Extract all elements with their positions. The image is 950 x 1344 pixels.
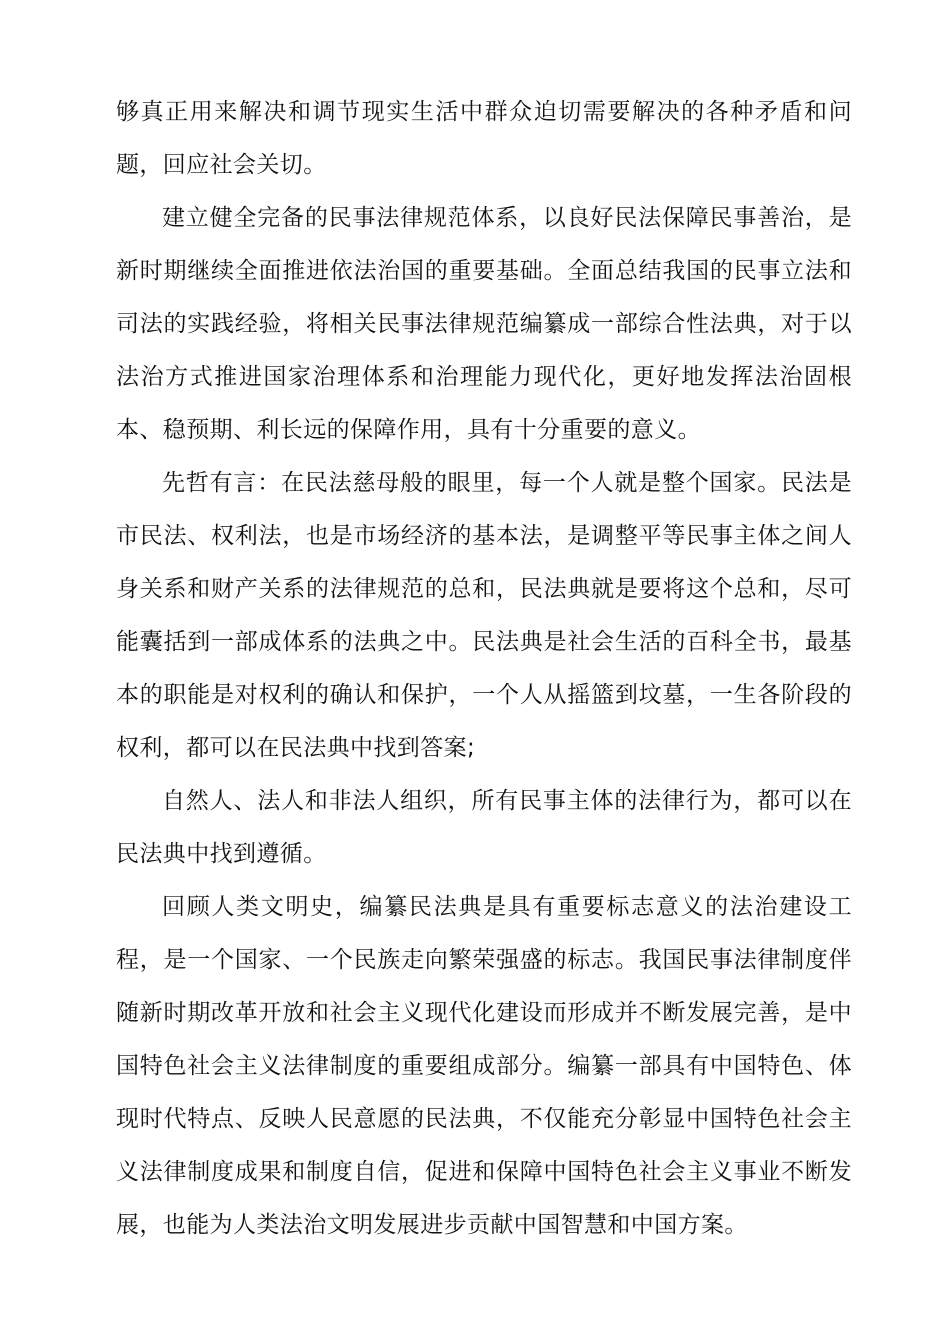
paragraph-civil-subjects: 自然人、法人和非法人组织，所有民事主体的法律行为，都可以在民法典中找到遵循。 — [116, 788, 852, 867]
paragraph-continuation: 够真正用来解决和调节现实生活中群众迫切需要解决的各种矛盾和问题，回应社会关切。 — [116, 99, 852, 178]
paragraph-philosopher-quote: 先哲有言：在民法慈母般的眼里，每一个人就是整个国家。民法是市民法、权利法，也是市场经济的基本法，是调整平等民事主体之间人身关系和财产关系的法律规范的总和，民法典就是要将这个总和，尽可能囊括到一部成体系的法典之中。民法典是社会生活的百科全书，最基本的职能是对权利的确认和保护，一个人从摇篮到坟墓，一生各阶段的权利，都可以在民法典中找到答案; — [116, 470, 852, 761]
paragraph-civil-law-system: 建立健全完备的民事法律规范体系，以良好民法保障民事善治，是新时期继续全面推进依法治国的重要基础。全面总结我国的民事立法和司法的实践经验，将相关民事法律规范编纂成一部综合性法典，对于以法治方式推进国家治理体系和治理能力现代化，更好地发挥法治固根本、稳预期、利长远的保障作用，具有十分重要的意义。 — [116, 205, 852, 443]
document-body — [116, 86, 852, 1252]
paragraph-civilization-history: 回顾人类文明史，编纂民法典是具有重要标志意义的法治建设工程，是一个国家、一个民族走向繁荣强盛的标志。我国民事法律制度伴随新时期改革开放和社会主义现代化建设而形成并不断发展完善，是中国特色社会主义法律制度的重要组成部分。编纂一部具有中国特色、体现时代特点、反映人民意愿的民法典，不仅能充分彰显中国特色社会主义法律制度成果和制度自信，促进和保障中国特色社会主义事业不断发展，也能为人类法治文明发展进步贡献中国智慧和中国方案。 — [116, 894, 852, 1238]
